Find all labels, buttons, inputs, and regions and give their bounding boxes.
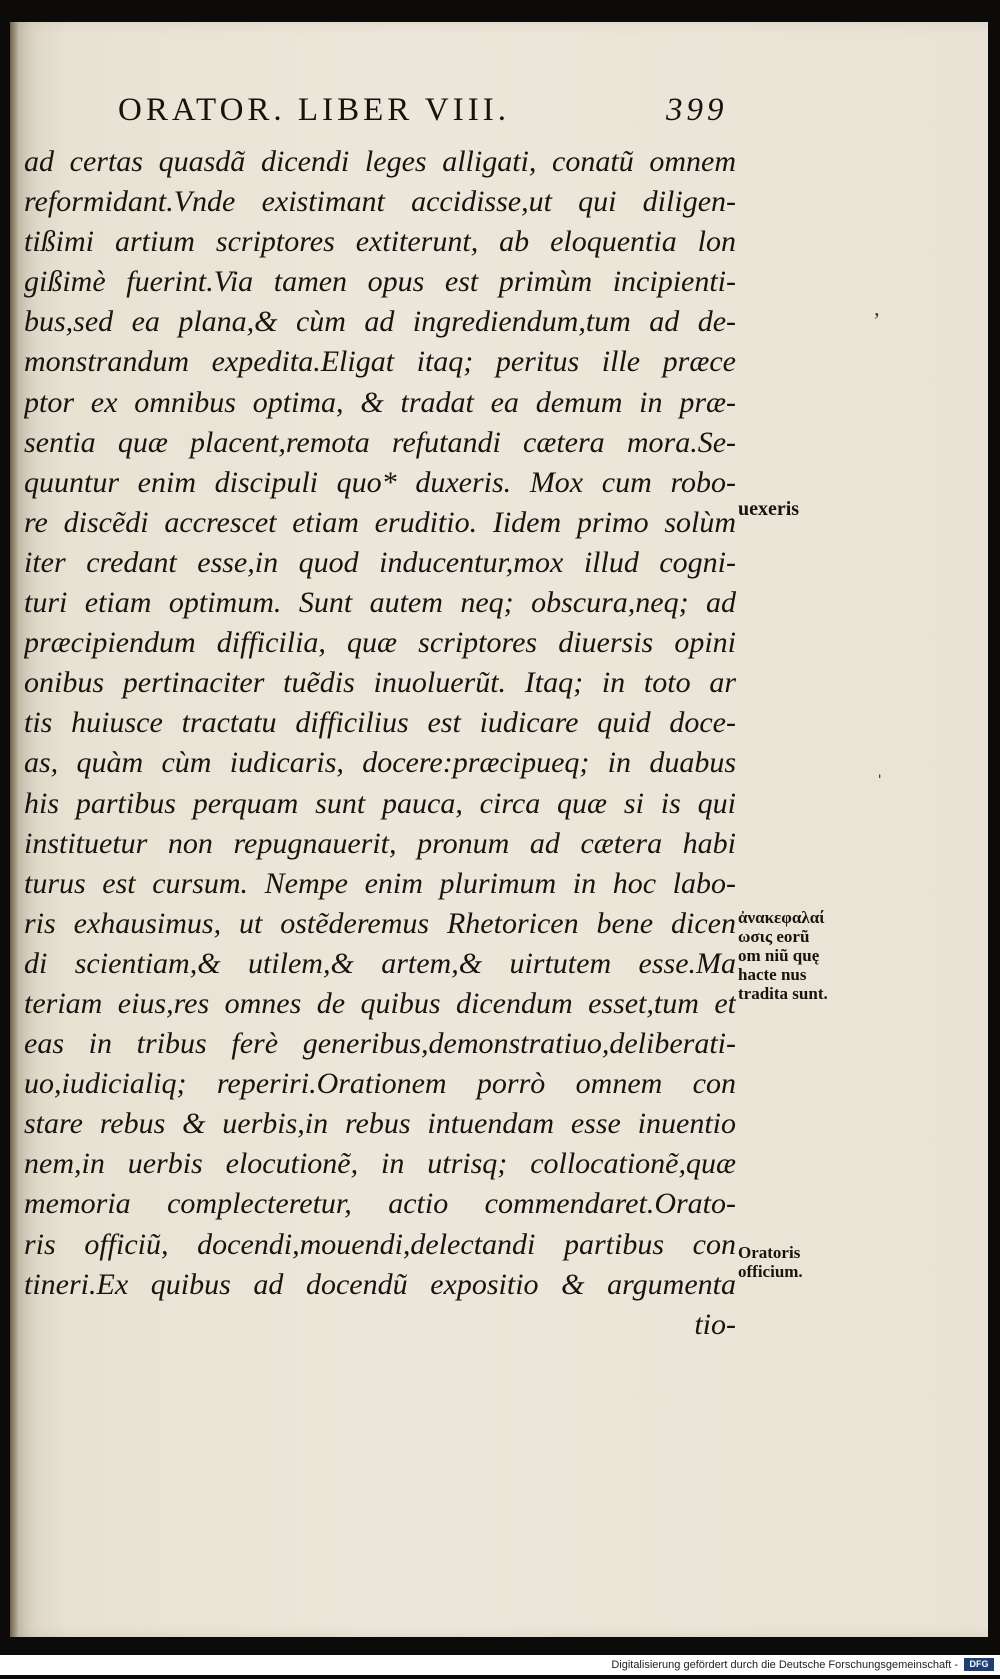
text-line: instituetur non repugnauerit, pronum ad cætera habi (24, 826, 736, 860)
text-line: quuntur enim discipuli quo* duxeris. Mox cum robo- (24, 465, 736, 499)
running-title: ORATOR. LIBER VIII. (118, 92, 510, 128)
text-line: eas in tribus ferè generibus,demonstratiuo,deliberati- (24, 1027, 736, 1061)
text-line: reformidant.Vnde existimant accidisse,ut qui diligen- (24, 185, 736, 219)
text-line: ris exhausimus, ut ostẽderemus Rhetoricen bene dicen (24, 906, 736, 940)
page-number: 399 (666, 92, 728, 128)
text-line: ad certas quasdã dicendi leges alligati, conatũ omnem (24, 145, 736, 178)
text-line: præcipiendum difficilia, quæ scriptores diuersis opini (24, 626, 736, 660)
text-line: turi etiam optimum. Sunt autem neq; obscura,neq; ad (24, 586, 736, 620)
margin-note-recapitulation: ἀνακεφαλαί ωσις eorũ om niũ quę hacte nus tradita sunt. (738, 908, 828, 1003)
catchword-line: tio- (694, 1307, 736, 1341)
text-line: iter credant esse,in quod inducentur,mox illud cogni- (24, 545, 736, 579)
text-line: gißimè fuerint.Via tamen opus est primùm incipienti- (24, 265, 736, 299)
text-line: bus,sed ea plana,& cùm ad ingrediendum,tum ad de- (24, 305, 736, 339)
ink-speck: ˈ (876, 770, 884, 795)
text-line: as, quàm cùm iudicaris, docere:præcipueq; in duabus (24, 746, 736, 780)
text-line: tißimi artium scriptores extiterunt, ab eloquentia lon (24, 225, 736, 259)
text-line: turus est cursum. Nempe enim plurimum in hoc labo- (24, 866, 736, 900)
funding-notice: Digitalisierung gefördert durch die Deutsche Forschungsgemeinschaft - (611, 1659, 958, 1671)
text-line: ris officiũ, docendi,mouendi,delectandi partibus con (24, 1227, 736, 1261)
ink-speck: ʼ (873, 308, 881, 333)
dfg-logo: DFG (964, 1658, 994, 1671)
text-line: tis huiusce tractatu difficilius est iudicare quid doce- (24, 706, 736, 740)
text-line: monstrandum expedita.Eligat itaq; peritus ille præce (24, 345, 736, 379)
text-line: stare rebus & uerbis,in rebus intuendam esse inuentio (24, 1107, 736, 1141)
page-gutter-shadow (10, 22, 18, 1637)
text-line: his partibus perquam sunt pauca, circa quæ si is qui (24, 786, 736, 820)
digitization-footer (0, 1655, 1000, 1675)
text-line: di scientiam,& utilem,& artem,& uirtutem esse.Ma (24, 946, 736, 980)
text-line: uo,iudicialiq; reperiri.Orationem porrò omnem con (24, 1067, 736, 1101)
margin-note-uexeris: uexeris (738, 498, 800, 520)
margin-note-oratoris-officium: Oratoris officium. (738, 1243, 803, 1281)
text-line: teriam eius,res omnes de quibus dicendum esset,tum et (24, 986, 736, 1020)
text-line: tineri.Ex quibus ad docendũ expositio & argumenta (24, 1267, 736, 1301)
text-line: ptor ex omnibus optima, & tradat ea demum in præ- (24, 385, 736, 419)
text-line: memoria complecteretur, actio commendaret.Orato- (24, 1187, 736, 1221)
main-text-block (24, 142, 736, 1345)
text-line: re discẽdi accrescet etiam eruditio. Iidem primo solùm (24, 505, 736, 539)
running-header (118, 92, 748, 138)
text-line: nem,in uerbis elocutionẽ, in utrisq; collocationẽ,quæ (24, 1147, 736, 1181)
text-line: onibus pertinaciter tuẽdis inuoluerũt. Itaq; in toto ar (24, 666, 736, 700)
text-line: sentia quæ placent,remota refutandi cætera mora.Se- (24, 425, 736, 459)
